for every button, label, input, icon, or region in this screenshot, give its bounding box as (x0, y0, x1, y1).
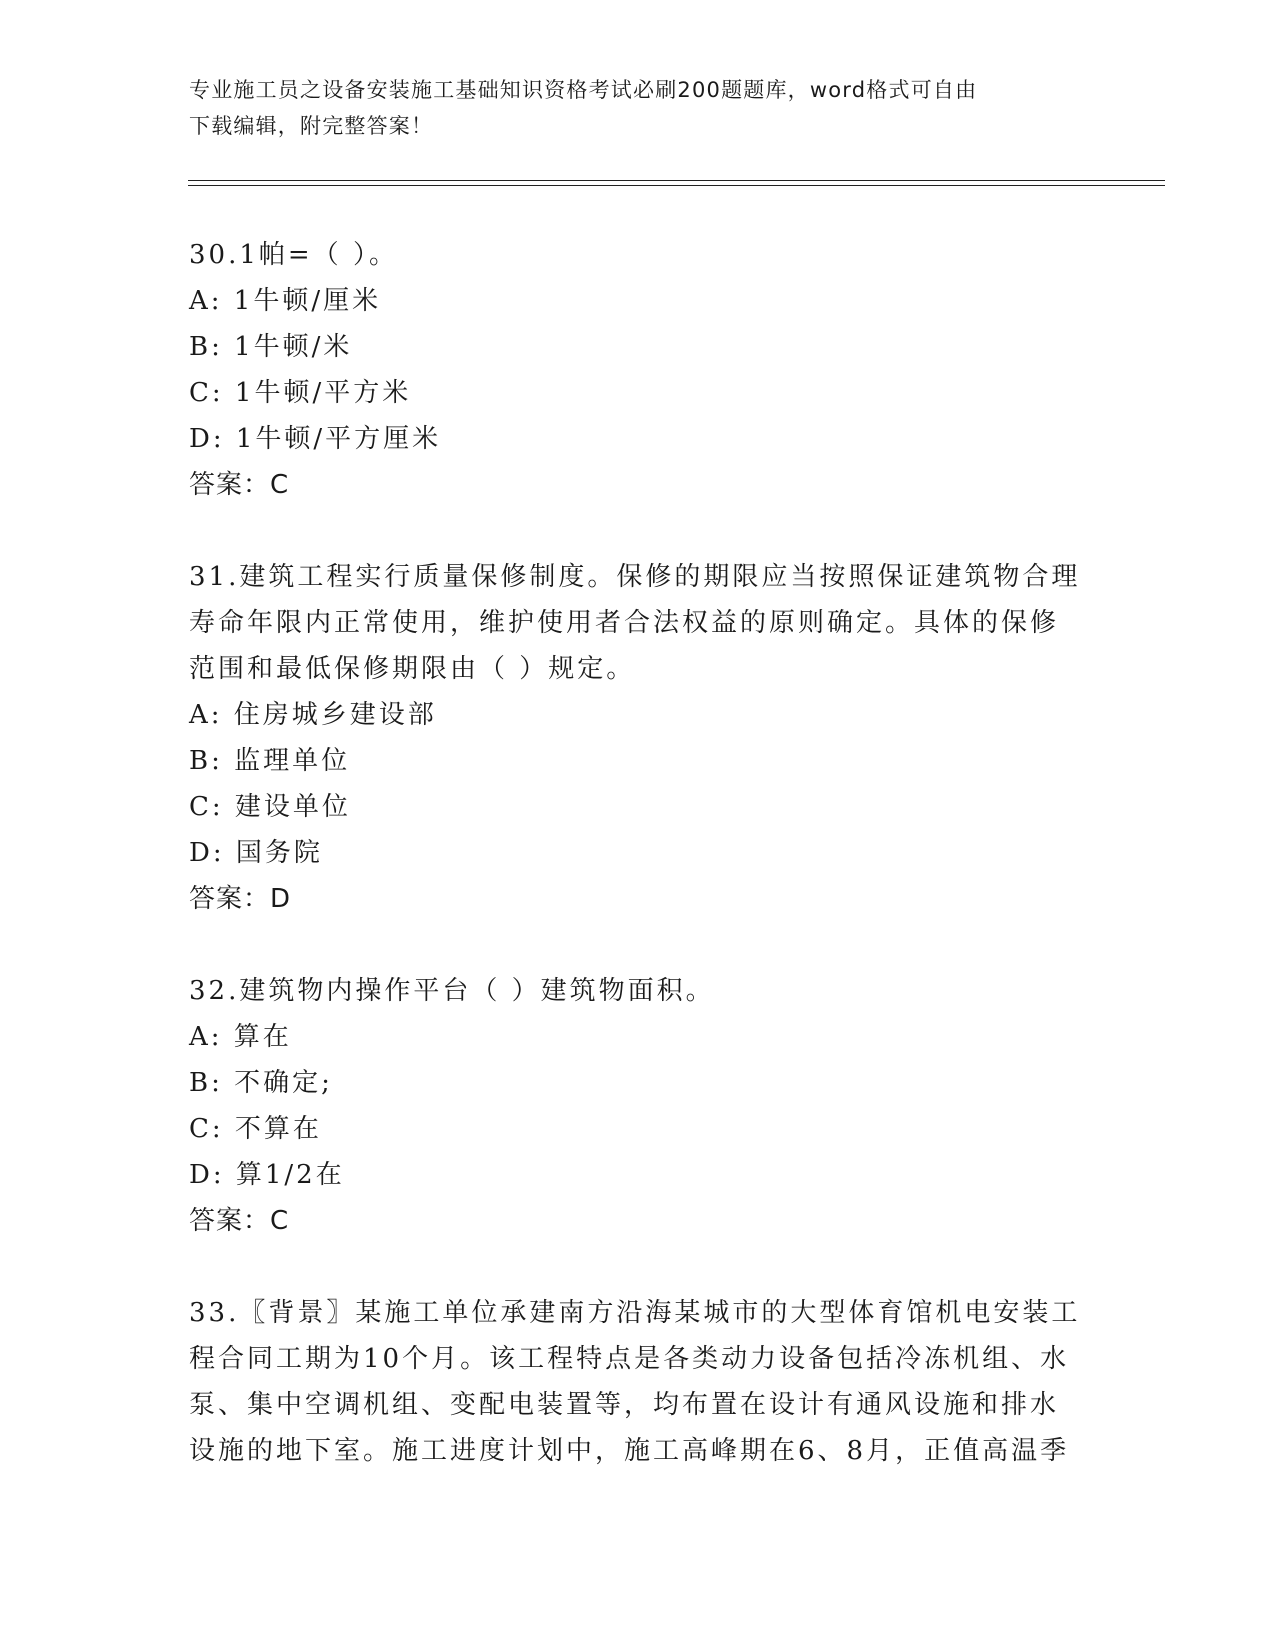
answer: 答案：C (189, 470, 290, 500)
question-spacer (189, 1244, 1089, 1290)
option-a: A: 算在 (189, 1022, 292, 1052)
document-header (189, 72, 1079, 144)
question-32 (189, 968, 1089, 1244)
option-c: C: 1牛顿/平方米 (189, 378, 412, 408)
option-a: A: 住房城乡建设部 (189, 700, 437, 730)
header-line-2: 下载编辑，附完整答案！ (189, 114, 434, 138)
header-line-1: 专业施工员之设备安装施工基础知识资格考试必刷200题题库，word格式可自由 (189, 78, 978, 102)
option-b: B: 不确定; (189, 1068, 333, 1098)
option-b: B: 监理单位 (189, 746, 351, 776)
question-stem-line-1: 31.建筑工程实行质量保修制度。保修的期限应当按照保证建筑物合理 (189, 562, 1081, 592)
option-c: C: 建设单位 (189, 792, 351, 822)
option-c: C: 不算在 (189, 1114, 322, 1144)
question-stem: 32.建筑物内操作平台（ ）建筑物面积。 (189, 976, 715, 1006)
option-a: A: 1牛顿/厘米 (189, 286, 382, 316)
question-spacer (189, 922, 1089, 968)
question-stem-line-3: 泵、集中空调机组、变配电装置等，均布置在设计有通风设施和排水 (189, 1390, 1060, 1420)
question-stem: 30.1帕=（ ）。 (189, 240, 398, 270)
header-divider (188, 180, 1165, 186)
option-d: D: 国务院 (189, 838, 323, 868)
question-stem-line-3: 范围和最低保修期限由（ ）规定。 (189, 654, 636, 684)
option-b: B: 1牛顿/米 (189, 332, 353, 362)
question-stem-line-1: 33.〖背景〗某施工单位承建南方沿海某城市的大型体育馆机电安装工 (189, 1298, 1081, 1328)
option-d: D: 1牛顿/平方厘米 (189, 424, 442, 454)
question-33 (189, 1290, 1089, 1474)
question-list (189, 232, 1089, 1474)
question-stem-line-2: 程合同工期为10个月。该工程特点是各类动力设备包括冷冻机组、水 (189, 1344, 1070, 1374)
answer: 答案：C (189, 1206, 290, 1236)
question-spacer (189, 508, 1089, 554)
question-stem-line-2: 寿命年限内正常使用，维护使用者合法权益的原则确定。具体的保修 (189, 608, 1060, 638)
answer: 答案：D (189, 884, 292, 914)
option-d: D: 算1/2在 (189, 1160, 345, 1190)
question-30 (189, 232, 1089, 508)
question-stem-line-4: 设施的地下室。施工进度计划中，施工高峰期在6、8月，正值高温季 (189, 1436, 1070, 1466)
question-31 (189, 554, 1089, 922)
